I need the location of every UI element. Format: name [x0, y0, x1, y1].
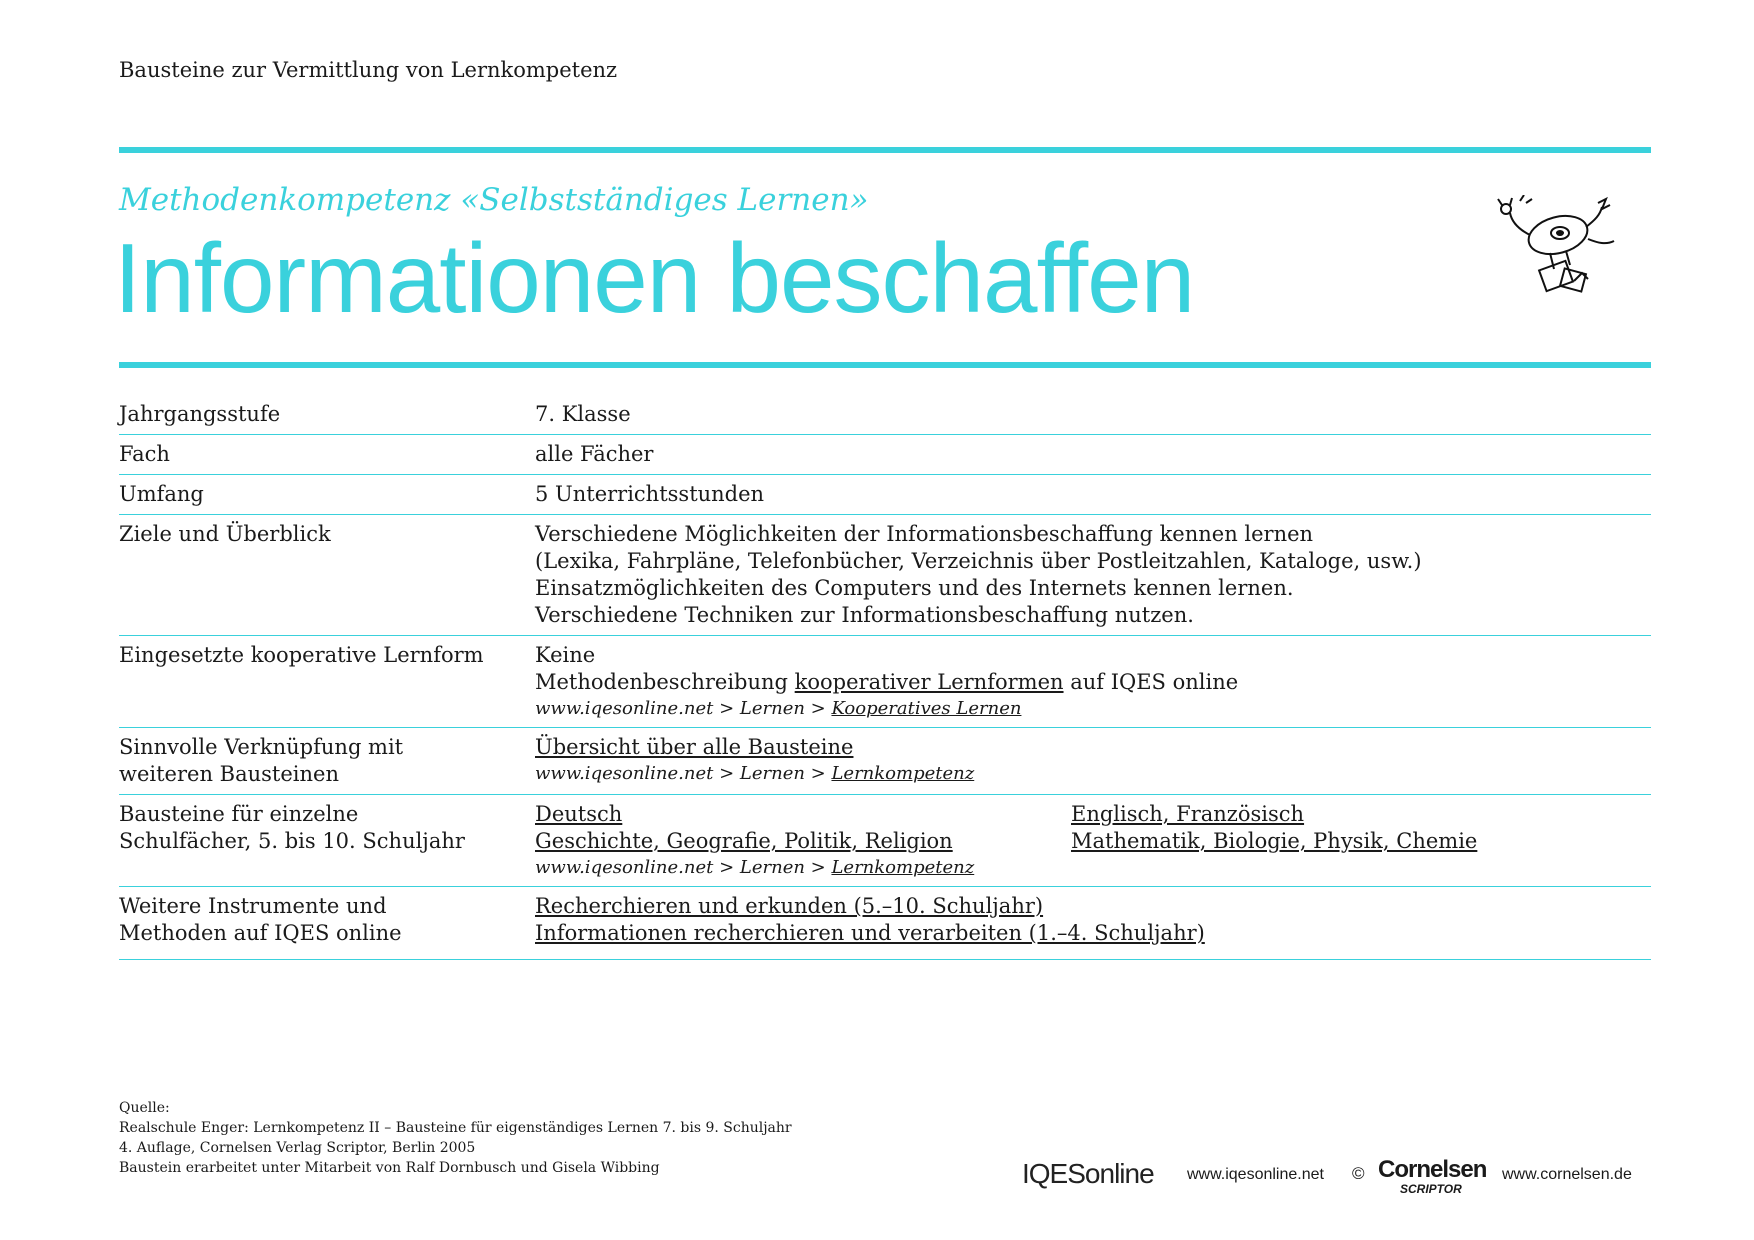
- cartoon-cd-and-papers-icon: [1490, 195, 1625, 305]
- table-row: [119, 515, 1651, 636]
- info-table: [119, 395, 1651, 960]
- iqes-logo-part: IQES: [1022, 1158, 1085, 1189]
- row-label: Fach: [119, 435, 535, 475]
- subject-link-sciences[interactable]: Mathematik, Biologie, Physik, Chemie: [1071, 829, 1478, 853]
- row-label: Ziele und Überblick: [119, 515, 535, 636]
- breadcrumb-path: www.iqesonline.net > Lernen >: [535, 698, 832, 719]
- row-value: 7. Klasse: [535, 395, 1651, 435]
- table-row: [119, 728, 1651, 795]
- bottom-rule: [119, 362, 1651, 368]
- page-title: Informationen beschaffen: [114, 223, 1195, 333]
- table-row: [119, 795, 1651, 887]
- table-row: [119, 395, 1651, 435]
- row-value: [535, 515, 1651, 636]
- row-label: Eingesetzte kooperative Lernform: [119, 636, 535, 728]
- iqes-logo: [1022, 1158, 1154, 1190]
- source-note: [119, 1098, 792, 1178]
- cornelsen-logo: Cornelsen: [1378, 1156, 1487, 1183]
- breadcrumb: [535, 696, 1651, 721]
- cornelsen-url[interactable]: www.cornelsen.de: [1502, 1166, 1632, 1183]
- label-line: Schulfächer, 5. bis 10. Schuljahr: [119, 829, 465, 853]
- iqes-logo-part: online: [1084, 1158, 1154, 1189]
- row-label: Jahrgangsstufe: [119, 395, 535, 435]
- row-value: [535, 795, 1651, 887]
- table-row: [119, 636, 1651, 728]
- subject-links: [535, 801, 1651, 855]
- table-row: [119, 435, 1651, 475]
- table-row: [119, 475, 1651, 515]
- iqes-url[interactable]: www.iqesonline.net: [1187, 1166, 1324, 1183]
- row-label: [119, 887, 535, 960]
- row-label: [119, 728, 535, 795]
- goal-line: Einsatzmöglichkeiten des Computers und des Internets kennen lernen.: [535, 576, 1294, 600]
- recherchieren-link[interactable]: Recherchieren und erkunden (5.–10. Schuljahr): [535, 894, 1044, 918]
- breadcrumb: [535, 855, 1651, 880]
- source-line: Baustein erarbeitet unter Mitarbeit von Ralf Dornbusch und Gisela Wibbing: [119, 1160, 660, 1176]
- label-line: Methoden auf IQES online: [119, 921, 402, 945]
- top-rule: [119, 147, 1651, 153]
- subtitle: Methodenkompetenz «Selbstständiges Lernen»: [119, 182, 869, 218]
- row-value: alle Fächer: [535, 435, 1651, 475]
- document-header: Bausteine zur Vermittlung von Lernkompetenz: [119, 58, 618, 82]
- table-row: [119, 887, 1651, 960]
- kooperative-lernformen-link[interactable]: kooperativer Lernformen: [794, 670, 1064, 694]
- subject-link-languages[interactable]: Englisch, Französisch: [1071, 802, 1305, 826]
- copyright-symbol: ©: [1352, 1164, 1365, 1183]
- source-line: Quelle:: [119, 1100, 170, 1116]
- lernform-description: [535, 669, 1651, 696]
- lernform-value: Keine: [535, 643, 596, 667]
- lernkompetenz-link[interactable]: Lernkompetenz: [831, 857, 975, 878]
- breadcrumb: [535, 761, 1651, 786]
- label-line: Bausteine für einzelne: [119, 802, 359, 826]
- row-value: 5 Unterrichtsstunden: [535, 475, 1651, 515]
- description-suffix: auf IQES online: [1063, 670, 1239, 694]
- source-line: 4. Auflage, Cornelsen Verlag Scriptor, Berlin 2005: [119, 1140, 476, 1156]
- breadcrumb-path: www.iqesonline.net > Lernen >: [535, 763, 832, 784]
- breadcrumb-path: www.iqesonline.net > Lernen >: [535, 857, 832, 878]
- lernkompetenz-link[interactable]: Lernkompetenz: [831, 763, 975, 784]
- source-line: Realschule Enger: Lernkompetenz II – Bausteine für eigenständiges Lernen 7. bis 9. Schuljahr: [119, 1120, 792, 1136]
- goal-line: Verschiedene Techniken zur Informationsbeschaffung nutzen.: [535, 603, 1194, 627]
- row-label: [119, 795, 535, 887]
- row-label: Umfang: [119, 475, 535, 515]
- goal-line: Verschiedene Möglichkeiten der Informationsbeschaffung kennen lernen: [535, 522, 1314, 546]
- kooperatives-lernen-link[interactable]: Kooperatives Lernen: [831, 698, 1022, 719]
- informationen-recherchieren-link[interactable]: Informationen recherchieren und verarbeiten (1.–4. Schuljahr): [535, 921, 1205, 945]
- row-value: [535, 887, 1651, 960]
- description-prefix: Methodenbeschreibung: [535, 670, 795, 694]
- label-line: weiteren Bausteinen: [119, 762, 339, 786]
- row-value: [535, 636, 1651, 728]
- label-line: Sinnvolle Verknüpfung mit: [119, 735, 404, 759]
- label-line: Weitere Instrumente und: [119, 894, 387, 918]
- goal-line: (Lexika, Fahrpläne, Telefonbücher, Verzeichnis über Postleitzahlen, Kataloge, usw.): [535, 549, 1422, 573]
- subject-link-deutsch[interactable]: Deutsch: [535, 802, 623, 826]
- subject-link-humanities[interactable]: Geschichte, Geografie, Politik, Religion: [535, 829, 953, 853]
- row-value: [535, 728, 1651, 795]
- bausteine-overview-link[interactable]: Übersicht über alle Bausteine: [535, 735, 854, 759]
- scriptor-logo: SCRIPTOR: [1400, 1182, 1462, 1196]
